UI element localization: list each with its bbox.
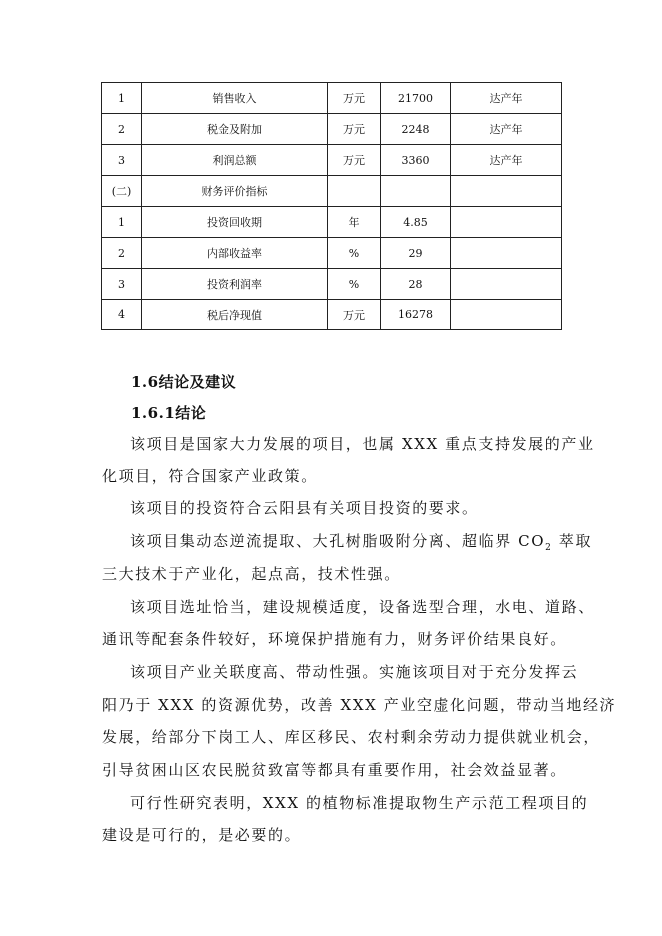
row-unit: 万元 xyxy=(328,300,381,330)
row-value: 28 xyxy=(381,269,451,300)
table-row xyxy=(102,114,562,145)
row-item: 销售收入 xyxy=(142,83,328,114)
row-item: 投资回收期 xyxy=(142,207,328,238)
row-item: 财务评价指标 xyxy=(142,176,328,207)
row-number: 1 xyxy=(102,83,142,114)
row-value: 4.85 xyxy=(381,207,451,238)
row-number: (二) xyxy=(102,176,142,207)
paragraph-line: 化项目，符合国家产业政策。 xyxy=(102,467,318,485)
paragraph-line: 阳乃于 XXX 的资源优势，改善 XXX 产业空虚化问题，带动当地经济 xyxy=(102,696,617,714)
row-item: 税金及附加 xyxy=(142,114,328,145)
row-note xyxy=(451,300,562,330)
row-unit xyxy=(328,176,381,207)
paragraph-line: 发展，给部分下岗工人、库区移民、农村剩余劳动力提供就业机会， xyxy=(102,728,601,746)
row-note: 达产年 xyxy=(451,145,562,176)
paragraph-text: 该项目集动态逆流提取、大孔树脂吸附分离、超临界 CO xyxy=(130,532,546,550)
row-note xyxy=(451,176,562,207)
table-row xyxy=(102,238,562,269)
paragraph-line: 该项目是国家大力发展的项目，也属 XXX 重点支持发展的产业 xyxy=(130,435,595,453)
row-number: 2 xyxy=(102,114,142,145)
row-item: 投资利润率 xyxy=(142,269,328,300)
row-note: 达产年 xyxy=(451,114,562,145)
paragraph-line: 可行性研究表明，XXX 的植物标准提取物生产示范工程项目的 xyxy=(130,794,589,812)
table-row xyxy=(102,300,562,330)
row-unit: 年 xyxy=(328,207,381,238)
paragraph-line: 建设是可行的，是必要的。 xyxy=(102,826,302,844)
row-unit: 万元 xyxy=(328,145,381,176)
row-number: 2 xyxy=(102,238,142,269)
row-unit: % xyxy=(328,238,381,269)
row-item: 税后净现值 xyxy=(142,300,328,330)
row-note xyxy=(451,207,562,238)
table-row xyxy=(102,207,562,238)
row-note xyxy=(451,238,562,269)
table-row xyxy=(102,145,562,176)
subscript: 2 xyxy=(545,543,553,553)
row-unit: 万元 xyxy=(328,114,381,145)
paragraph-line: 该项目的投资符合云阳县有关项目投资的要求。 xyxy=(130,499,479,517)
row-number: 1 xyxy=(102,207,142,238)
row-number: 3 xyxy=(102,145,142,176)
subsection-heading: 1.6.1结论 xyxy=(131,404,207,422)
row-note xyxy=(451,269,562,300)
paragraph-line: 该项目产业关联度高、带动性强。实施该项目对于充分发挥云 xyxy=(130,663,579,681)
row-value: 16278 xyxy=(381,300,451,330)
paragraph-line: 三大技术于产业化，起点高，技术性强。 xyxy=(102,565,401,583)
row-value: 2248 xyxy=(381,114,451,145)
paragraph-text: 萃取 xyxy=(552,532,593,550)
row-item: 利润总额 xyxy=(142,145,328,176)
row-value: 29 xyxy=(381,238,451,269)
financial-indicators-table xyxy=(101,82,562,330)
table-row xyxy=(102,269,562,300)
section-heading: 1.6结论及建议 xyxy=(131,373,237,391)
row-value: 3360 xyxy=(381,145,451,176)
row-number: 4 xyxy=(102,300,142,330)
row-value: 21700 xyxy=(381,83,451,114)
row-item: 内部收益率 xyxy=(142,238,328,269)
row-unit: % xyxy=(328,269,381,300)
paragraph-line: 该项目选址恰当，建设规模适度，设备选型合理，水电、道路、 xyxy=(130,598,595,616)
row-value xyxy=(381,176,451,207)
row-note: 达产年 xyxy=(451,83,562,114)
row-number: 3 xyxy=(102,269,142,300)
paragraph-line: 通讯等配套条件较好，环境保护措施有力，财务评价结果良好。 xyxy=(102,630,567,648)
paragraph-line: 引导贫困山区农民脱贫致富等都具有重要作用，社会效益显著。 xyxy=(102,761,567,779)
row-unit: 万元 xyxy=(328,83,381,114)
table-row xyxy=(102,176,562,207)
paragraph-line xyxy=(130,530,592,553)
table-row xyxy=(102,83,562,114)
